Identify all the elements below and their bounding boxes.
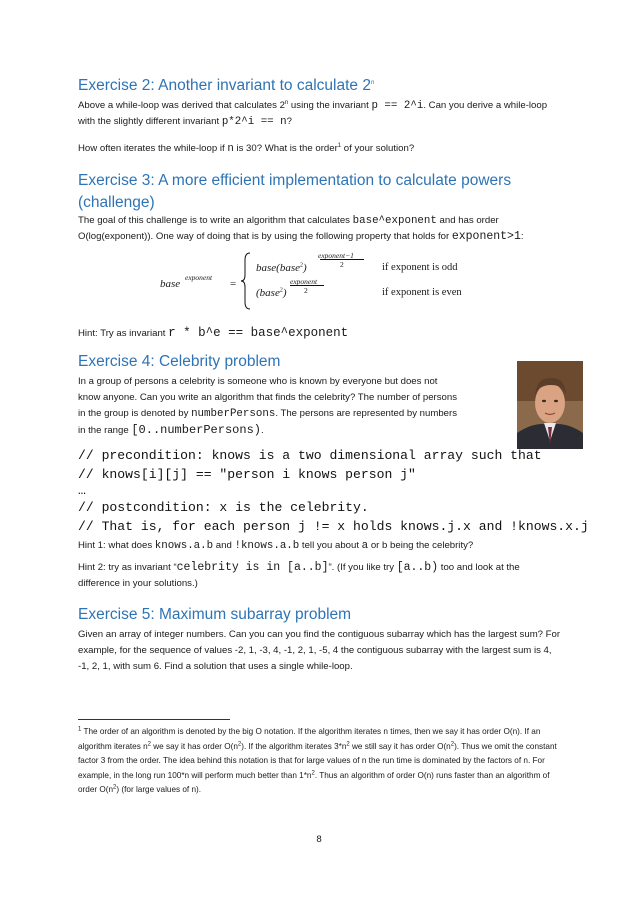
exercise-2-heading: Exercise 2: Another invariant to calculate 2$^n$ xyxy=(78,77,375,94)
exercise-2-paragraph-1: Above a while-loop was derived that calculates 2$^n$ using the invariant p == 2^i. Can you derive a while-loop with the slightly different invariant p*2^i == n? xyxy=(78,99,548,128)
footnote-mark: 1 xyxy=(78,726,82,733)
inline-code: celebrity is in [a..b] xyxy=(176,561,329,574)
inline-code: r * b^e == base^exponent xyxy=(168,326,349,340)
exercise-4-paragraph: In a group of persons a celebrity is someone who is known by everyone but does not know anyone. Can you write an algorithm that finds the celebrity? The number of persons in the group is denoted by numberPersons. The persons are represented by numbers in the range [0..numberPersons). xyxy=(78,376,457,437)
power-property-equation: base exponent = base(base$^2$) exponent−1 2 (base$^2$) exponent 2 if exponent is odd if exponent is even xyxy=(160,246,540,316)
inline-code: numberPersons xyxy=(191,408,276,420)
footnote: $^1$ The order of an algorithm is denoted by the big O notation. If the algorithm iterates n times, then we say it has order O(n). If an algorithm iterates $n^2$ we say it has order $O(n^2)$. If the algorithm iterates $3*n^2$ we still say it has order $O(n^2)$. Thus we omit the constant factor 3 from the order. The idea behind this notation is that for large values of n the run time is dominated by the factors of n. For example, in the long run 100*n will perform much better than $1*n^2$. Thus an algorithm of order O(n) runs faster than an algorithm of order $O(n^2)$ (for large values of n). xyxy=(78,726,557,795)
inline-code: [a..b) xyxy=(396,561,439,574)
exercise-5-heading: Exercise 5: Maximum subarray problem xyxy=(78,606,352,623)
exercise-2-paragraph-2: How often iterates the while-loop if n is 30? What is the order$^1$ of your solution? xyxy=(78,142,415,155)
exercise-3-paragraph: The goal of this challenge is to write an algorithm that calculates base^exponent and has order O(log(exponent)). One way of doing that is by using the following property that holds for exponent>1: xyxy=(78,215,524,243)
inline-code: p == 2^i xyxy=(371,100,424,112)
exercise-4-hint-2: Hint 2: try as invariant “celebrity is in [a..b]”. (If you like try [a..b) too and look at the difference in your solutions.) xyxy=(78,561,520,589)
page-number: 8 xyxy=(316,834,322,845)
portrait-image xyxy=(517,361,583,449)
footnote-ref: 1 xyxy=(337,142,342,149)
inline-code: a xyxy=(361,540,369,552)
condition-odd: if exponent is odd xyxy=(382,262,458,273)
exercise-3-heading: Exercise 3: A more efficient implementation to calculate powers (challenge) xyxy=(78,172,512,211)
inline-code: p*2^i == n xyxy=(221,116,287,128)
left-brace xyxy=(240,252,252,310)
exercise-4-heading: Exercise 4: Celebrity problem xyxy=(78,353,281,370)
inline-code: n xyxy=(227,143,234,155)
inline-code: exponent>1 xyxy=(451,230,521,243)
inline-code: !knows.a.b xyxy=(234,540,300,552)
exercise-5-paragraph: Given an array of integer numbers. Can you can you find the contiguous subarray which has the largest sum? For example, for the sequence of values -2, 1, -3, 4, -1, 2, 1, -5, 4 the contiguous subarray with the largest sum is 4, -1, 2, 1, with sum 6. Find a solution that uses a single while-loop. xyxy=(78,629,561,672)
inline-code: knows.a.b xyxy=(154,540,214,552)
celebrity-code-block: // precondition: knows is a two dimensional array such that // knows[i][j] == "person i knows person j" … // postcondition: x is the celebrity. // That is, for each person j != x holds knows.j.x and !knows.x.j xyxy=(78,448,589,534)
celebrity-photo xyxy=(517,361,583,449)
inline-code: base^exponent xyxy=(352,215,437,227)
exercise-3-hint: Hint: Try as invariant r * b^e == base^exponent xyxy=(78,326,349,340)
condition-even: if exponent is even xyxy=(382,287,462,298)
exercise-4-hint-1: Hint 1: what does knows.a.b and !knows.a.b tell you about a or b being the celebrity? xyxy=(78,540,474,552)
footnote-separator xyxy=(78,719,230,720)
inline-code: [0..numberPersons) xyxy=(131,423,261,437)
